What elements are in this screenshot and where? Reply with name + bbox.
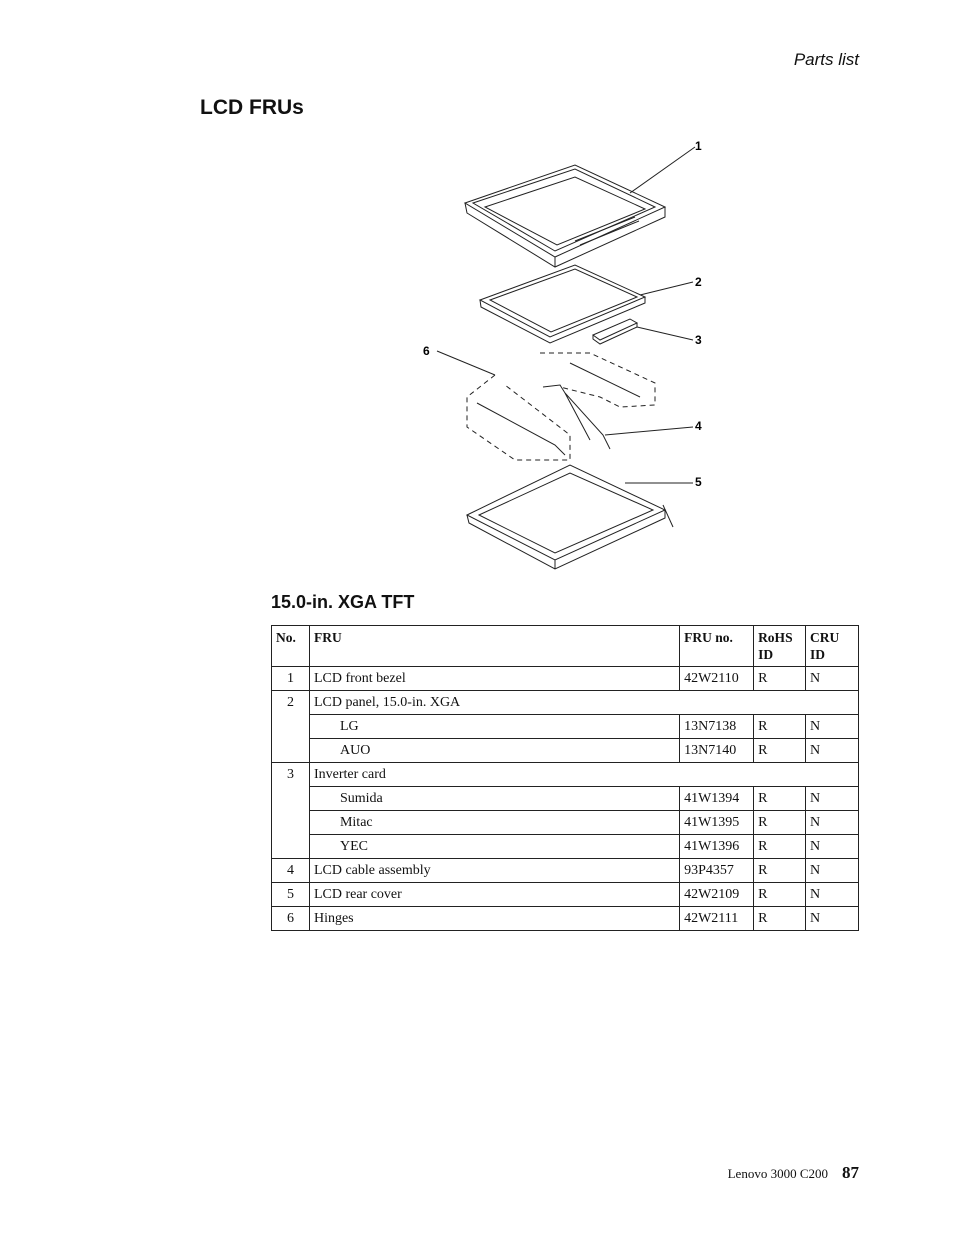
cell-fru-no: 42W2111 [680,907,754,931]
cell-cru: N [806,835,859,859]
table-row [272,715,859,739]
table-row [272,739,859,763]
table-row [272,763,859,787]
cell-fru-no: 13N7140 [680,739,754,763]
footer-product: Lenovo 3000 C200 [727,1166,828,1181]
cell-cru: N [806,883,859,907]
header-fru: FRU [309,626,679,667]
running-header: Parts list [793,50,859,69]
lcd-panel-drawing [480,265,645,343]
cell-fru: LG [309,715,679,739]
callout-3: 3 [695,333,702,347]
cell-fru-no: 42W2109 [680,883,754,907]
header-cru-id: CRU ID [806,626,859,667]
callout-6: 6 [423,344,430,358]
cell-fru-no: 41W1395 [680,811,754,835]
cell-rohs: R [754,883,806,907]
rear-cover-drawing [467,465,673,569]
table-row [272,787,859,811]
cell-fru: Hinges [309,907,679,931]
exploded-view-diagram [415,135,715,580]
header-fru-no: FRU no. [680,626,754,667]
hinge-right-drawing [570,363,640,397]
cell-fru: Mitac [309,811,679,835]
cell-fru-no: 13N7138 [680,715,754,739]
cell-no: 4 [272,859,310,883]
table-row [272,835,859,859]
cell-no: 5 [272,883,310,907]
cell-no: 2 [272,691,310,763]
cell-cru: N [806,739,859,763]
cell-rohs: R [754,739,806,763]
table-row [272,811,859,835]
page-number: 87 [842,1163,859,1182]
cell-rohs: R [754,835,806,859]
table-row [272,883,859,907]
cell-cru: N [806,667,859,691]
cell-fru: YEC [309,835,679,859]
cell-rohs: R [754,715,806,739]
header-no: No. [272,626,310,667]
cell-fru-no: 41W1396 [680,835,754,859]
table-header-row [272,626,859,667]
table-row [272,859,859,883]
cell-fru: LCD rear cover [309,883,679,907]
cell-rohs: R [754,859,806,883]
cell-fru: LCD front bezel [309,667,679,691]
cell-rohs: R [754,811,806,835]
cell-no: 3 [272,763,310,859]
cell-fru-no: 93P4357 [680,859,754,883]
cell-fru: AUO [309,739,679,763]
callout-5: 5 [695,475,702,489]
table-row [272,907,859,931]
inverter-card-drawing [593,319,637,344]
callout-2: 2 [695,275,702,289]
cell-cru: N [806,787,859,811]
cell-rohs: R [754,907,806,931]
front-bezel-drawing [465,165,665,267]
cell-cru: N [806,715,859,739]
header-rohs-id: RoHS ID [754,626,806,667]
cell-no: 1 [272,667,310,691]
cell-fru: LCD panel, 15.0-in. XGA [309,691,858,715]
cell-no: 6 [272,907,310,931]
hinge-left-drawing [477,403,565,455]
callout-1: 1 [695,139,702,153]
cell-rohs: R [754,667,806,691]
callout-4: 4 [695,419,702,433]
cell-fru: Inverter card [309,763,858,787]
lcd-cable-drawing [543,385,610,449]
cell-cru: N [806,907,859,931]
table-row [272,667,859,691]
cell-cru: N [806,859,859,883]
fru-table [271,625,859,931]
page-title: LCD FRUs [200,96,304,119]
cell-fru-no: 41W1394 [680,787,754,811]
page-footer [728,1163,859,1183]
table-row [272,691,859,715]
hinges-outline [467,353,655,460]
cell-cru: N [806,811,859,835]
table-title: 15.0-in. XGA TFT [271,592,415,612]
cell-rohs: R [754,787,806,811]
cell-fru: Sumida [309,787,679,811]
cell-fru: LCD cable assembly [309,859,679,883]
cell-fru-no: 42W2110 [680,667,754,691]
